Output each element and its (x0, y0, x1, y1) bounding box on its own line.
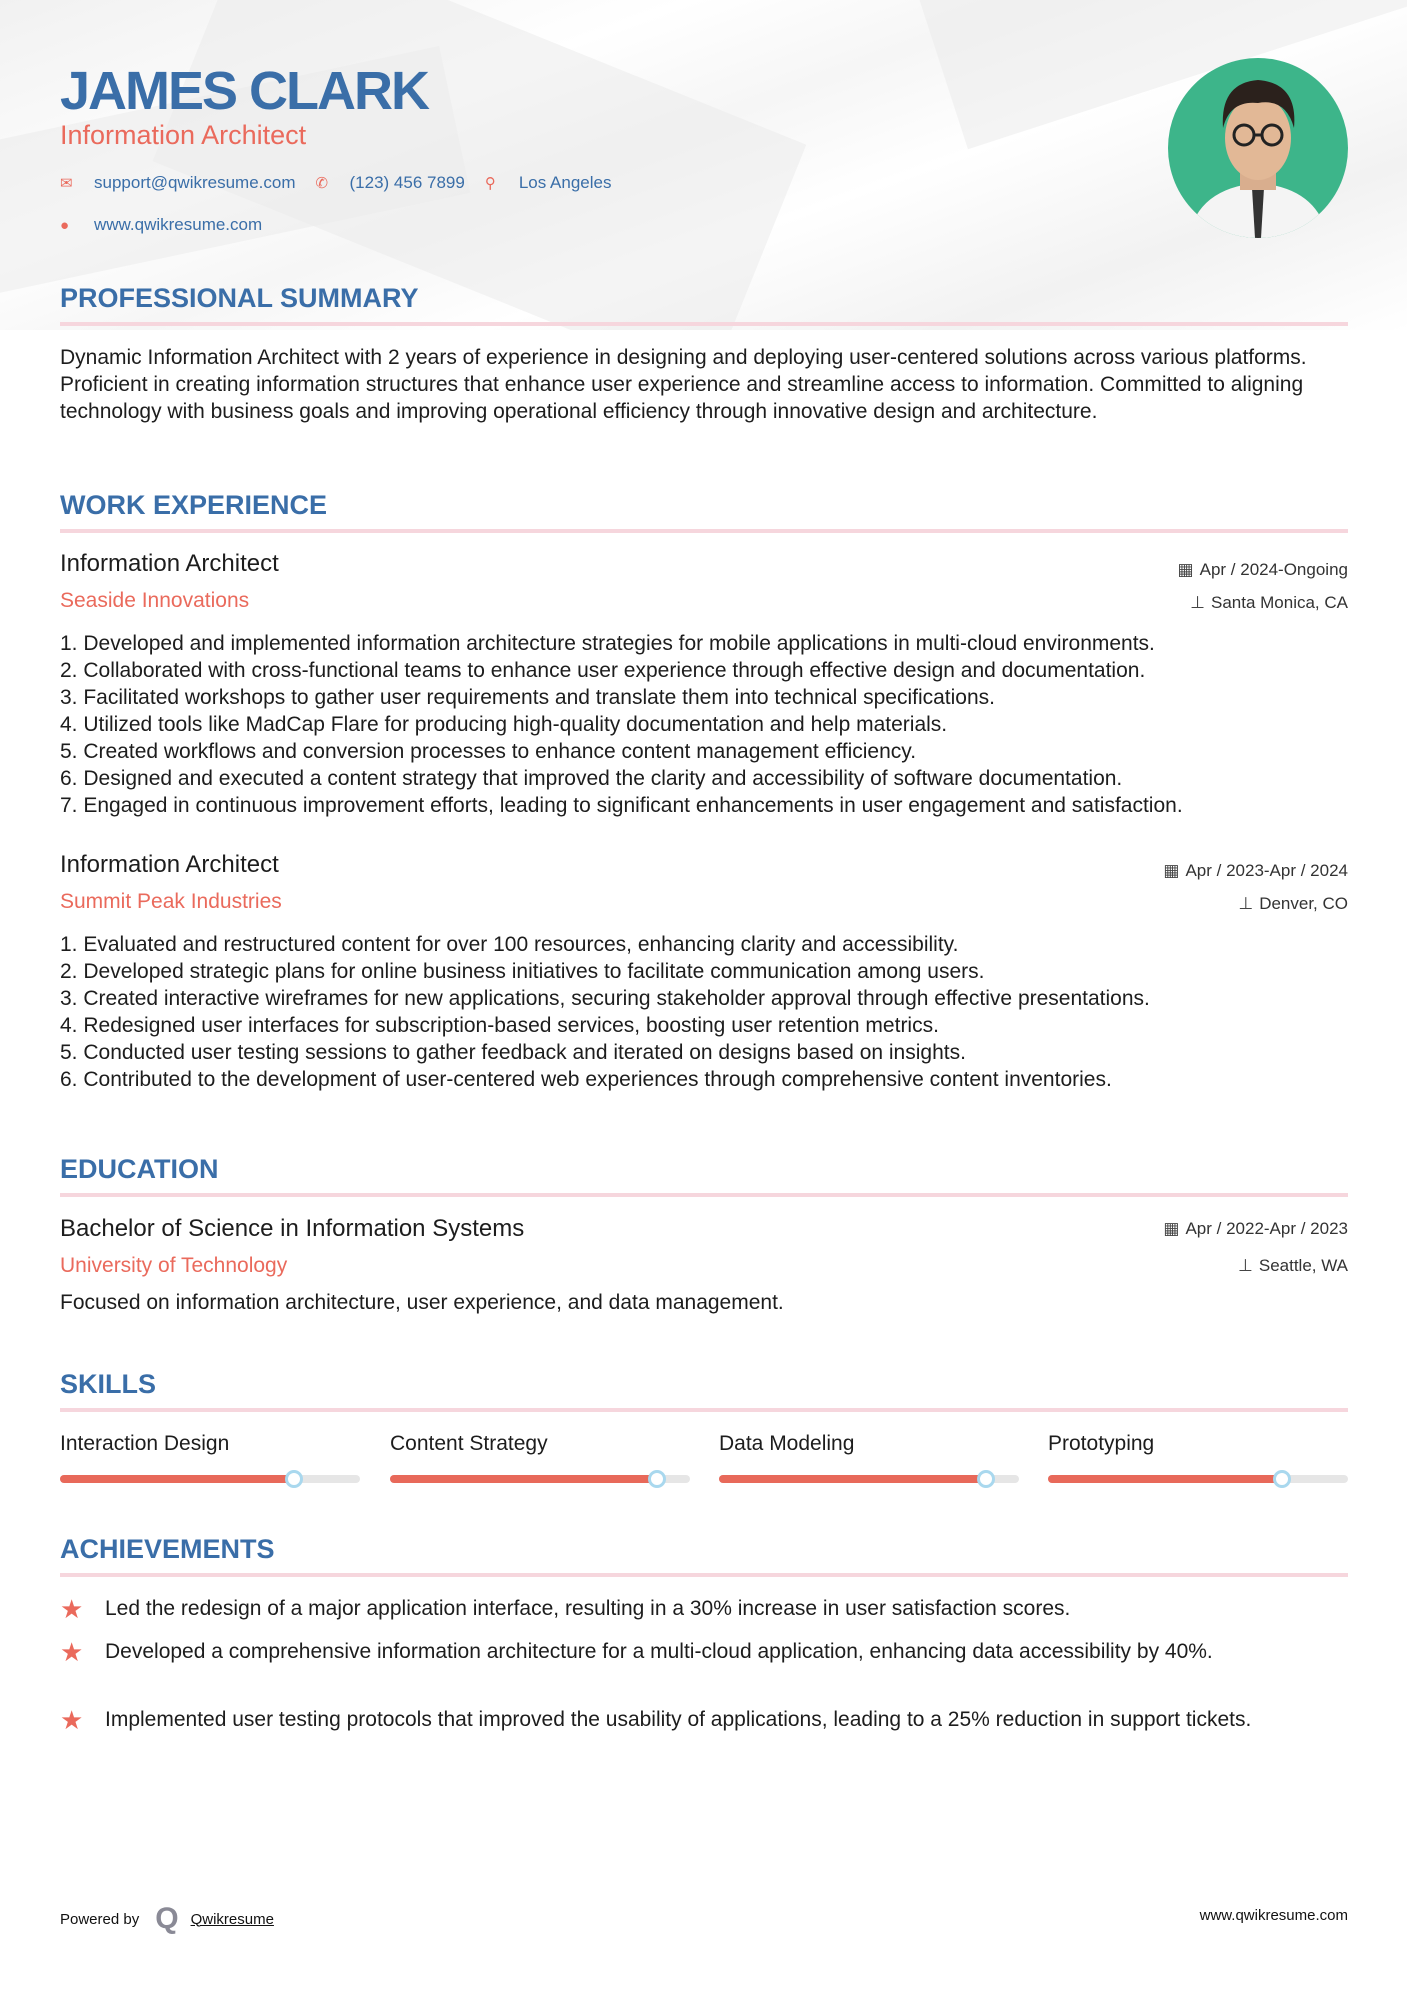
job-dates (1178, 560, 1348, 580)
skill-level-bar (60, 1475, 360, 1483)
achievement-item (60, 1595, 1350, 1623)
divider (60, 1573, 1348, 1577)
pushpin-icon: ⊥ (1190, 593, 1205, 612)
skill-item (60, 1432, 360, 1456)
education-dates (1163, 1219, 1348, 1239)
qwikresume-link[interactable]: Qwikresume (190, 1910, 274, 1928)
skill-level-fill (1048, 1475, 1282, 1483)
section-heading-experience: WORK EXPERIENCE (60, 490, 328, 520)
skill-level-bar (719, 1475, 1019, 1483)
profile-photo (1168, 58, 1348, 238)
job-location (1238, 894, 1348, 914)
star-icon: ★ (60, 1594, 84, 1624)
list-item: 6. Designed and executed a content strategy that improved the clarity and accessibility of software documentation. (60, 767, 1123, 790)
dates-text: Apr / 2024-Ongoing (1199, 560, 1348, 579)
location-text: Denver, CO (1259, 894, 1348, 913)
list-item: 5. Conducted user testing sessions to gather feedback and iterated on designs based on insights. (60, 1041, 966, 1064)
candidate-name: JAMES CLARK (60, 61, 429, 121)
job-bullets (60, 931, 1360, 1093)
list-item: 1. Developed and implemented information architecture strategies for mobile applications in multi-cloud environments. (60, 632, 1155, 655)
skill-level-fill (390, 1475, 657, 1483)
contact-row (60, 173, 631, 193)
school-name: University of Technology (60, 1254, 288, 1277)
skill-item (719, 1432, 1019, 1456)
pushpin-icon: ⊥ (1238, 894, 1254, 913)
location-text: Seattle, WA (1258, 1256, 1348, 1275)
star-icon: ★ (60, 1705, 84, 1735)
email-link[interactable]: support@qwikresume.com (94, 173, 296, 192)
phone-icon: ✆ (315, 175, 329, 192)
divider (60, 1193, 1348, 1197)
location-text: Santa Monica, CA (1210, 593, 1348, 612)
education-description: Focused on information architecture, user experience, and data management. (60, 1291, 784, 1314)
list-item: 1. Evaluated and restructured content for over 100 resources, enhancing clarity and accessibility. (60, 933, 959, 956)
skill-level-knob (648, 1470, 666, 1488)
achievement-text: Developed a comprehensive information architecture for a multi-cloud application, enhancing data accessibility by 40%. (105, 1640, 1213, 1663)
list-item: 4. Redesigned user interfaces for subscription-based services, boosting user retention metrics. (60, 1014, 939, 1037)
job-title: Information Architect (60, 550, 279, 577)
company-name: Summit Peak Industries (60, 890, 282, 913)
skill-name: Interaction Design (60, 1432, 230, 1455)
skill-level-knob (977, 1470, 995, 1488)
achievement-item (60, 1638, 1350, 1666)
section-heading-education: EDUCATION (60, 1154, 219, 1184)
skill-level-bar (1048, 1475, 1348, 1483)
list-item: 2. Developed strategic plans for online business initiatives to facilitate communication among users. (60, 960, 985, 983)
skill-level-knob (1273, 1470, 1291, 1488)
candidate-title: Information Architect (60, 120, 307, 150)
achievement-text: Led the redesign of a major application interface, resulting in a 30% increase in user satisfaction scores. (105, 1597, 1071, 1620)
list-item: 7. Engaged in continuous improvement efforts, leading to significant enhancements in user engagement and satisfaction. (60, 794, 1183, 817)
skill-level-fill (719, 1475, 986, 1483)
achievement-item (60, 1706, 1350, 1734)
qwikresume-logo-icon: Q (155, 1902, 179, 1935)
divider (60, 529, 1348, 533)
website-link[interactable]: www.qwikresume.com (94, 215, 263, 234)
skill-name: Content Strategy (390, 1432, 548, 1455)
list-item: 3. Created interactive wireframes for new applications, securing stakeholder approval through effective presentations. (60, 987, 1150, 1010)
list-item: 4. Utilized tools like MadCap Flare for producing high-quality documentation and help materials. (60, 713, 948, 736)
phone-text: (123) 456 7899 (349, 173, 465, 192)
company-name: Seaside Innovations (60, 589, 250, 612)
skill-level-bar (390, 1475, 690, 1483)
pushpin-icon: ⊥ (1238, 1256, 1253, 1275)
footer-powered (60, 1902, 274, 1936)
skill-name: Prototyping (1048, 1432, 1155, 1455)
skill-name: Data Modeling (719, 1432, 855, 1455)
envelope-icon: ✉ (60, 175, 73, 192)
skill-level-knob (285, 1470, 303, 1488)
skill-item (390, 1432, 690, 1456)
section-heading-skills: SKILLS (60, 1369, 157, 1399)
list-item: 6. Contributed to the development of user-centered web experiences through comprehensive content inventories. (60, 1068, 1112, 1091)
globe-icon: ● (60, 216, 70, 234)
job-dates (1163, 861, 1348, 881)
calendar-icon: ▦ (1177, 560, 1194, 579)
website-row (60, 215, 282, 235)
powered-by-label: Powered by (60, 1910, 140, 1928)
section-heading-achievements: ACHIEVEMENTS (60, 1534, 275, 1564)
footer-website[interactable]: www.qwikresume.com (1199, 1907, 1348, 1924)
list-item: 2. Collaborated with cross-functional teams to enhance user experience through effective design and documentation. (60, 659, 1146, 682)
education-location (1238, 1256, 1348, 1276)
section-heading-summary: PROFESSIONAL SUMMARY (60, 283, 419, 313)
degree-title: Bachelor of Science in Information Systems (60, 1215, 525, 1242)
calendar-icon: ▦ (1163, 861, 1180, 880)
divider (60, 1408, 1348, 1412)
job-location (1190, 593, 1348, 613)
summary-text: Dynamic Information Architect with 2 years of experience in designing and deploying user-centered solutions across various platforms. Proficient in creating information structures that enhance user experience and streamline access to information. Committed to aligning technology with business goals and improving operational efficiency through innovative design and architecture. (60, 346, 1307, 423)
list-item: 3. Facilitated workshops to gather user requirements and translate them into technical specifications. (60, 686, 995, 709)
location-text: Los Angeles (518, 173, 612, 192)
job-title: Information Architect (60, 851, 279, 878)
divider (60, 322, 1348, 326)
skill-level-fill (60, 1475, 294, 1483)
calendar-icon: ▦ (1163, 1219, 1180, 1238)
achievement-text: Implemented user testing protocols that improved the usability of applications, leading to a 25% reduction in support tickets. (105, 1708, 1252, 1731)
list-item: 5. Created workflows and conversion processes to enhance content management efficiency. (60, 740, 917, 763)
dates-text: Apr / 2022-Apr / 2023 (1185, 1219, 1348, 1238)
star-icon: ★ (60, 1637, 84, 1667)
job-bullets (60, 630, 1360, 819)
map-pin-icon: ⚲ (484, 175, 496, 192)
dates-text: Apr / 2023-Apr / 2024 (1185, 861, 1348, 880)
skill-item (1048, 1432, 1348, 1456)
